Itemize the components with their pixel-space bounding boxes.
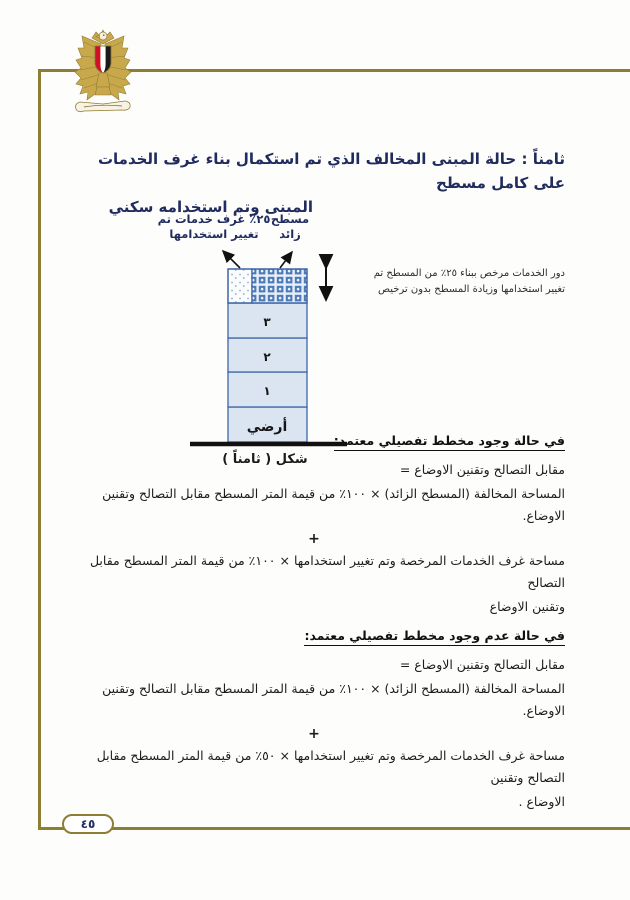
section-b-line-2: المساحة المخالفة (المسطح الزائد) × ١٠٠٪ من قيمة المتر المسطح مقابل التصالح وتقنين الاوضاع. bbox=[102, 681, 565, 718]
egypt-eagle-emblem-icon bbox=[70, 28, 136, 122]
floor-label-3: ٣ bbox=[263, 315, 271, 329]
figure-side-note bbox=[374, 266, 565, 298]
page-number-badge bbox=[62, 814, 114, 834]
figure-label-service-rooms bbox=[155, 212, 273, 242]
plus-operator: + bbox=[308, 726, 320, 742]
body-text bbox=[63, 433, 565, 815]
title-line-1: ثامناً : حالة المبنى المخالف الذي تم استكمال بناء غرف الخدمات على كامل مسطح bbox=[97, 150, 565, 192]
section-b-heading: في حالة عدم وجود مخطط تفصيلي معتمد: bbox=[304, 628, 565, 646]
label-service-line-1: ٢٥٪ غرف خدمات تم bbox=[157, 212, 271, 226]
frame-bottom-border bbox=[38, 827, 630, 830]
label-service-line-2: تغيير استخدامها bbox=[169, 227, 259, 241]
figure-caption: شكل ( ثامناً ) bbox=[222, 452, 308, 467]
section-a-line-1: مقابل التصالح وتقنين الاوضاع = bbox=[399, 462, 565, 477]
section-a-line-2: المساحة المخالفة (المسطح الزائد) × ١٠٠٪ من قيمة المتر المسطح مقابل التصالح وتقنين الاوضاع. bbox=[102, 486, 565, 523]
plus-operator: + bbox=[308, 531, 320, 547]
arrow-to-service-label bbox=[223, 251, 240, 268]
frame-left-border bbox=[38, 69, 41, 830]
section-b-line-1: مقابل التصالح وتقنين الاوضاع = bbox=[399, 657, 565, 672]
label-excess-line-2: زائد bbox=[279, 227, 301, 241]
side-note-line-1: دور الخدمات مرخص ببناء ٢٥٪ من المسطح تم bbox=[373, 268, 565, 279]
arrow-to-excess-label bbox=[280, 252, 292, 268]
section-a-line-4: وتقنين الاوضاع bbox=[489, 599, 565, 614]
floor-label-2: ٢ bbox=[263, 350, 271, 364]
section-title bbox=[65, 147, 565, 219]
section-a-heading: في حالة وجود مخطط تفصيلي معتمد: bbox=[334, 433, 565, 451]
section-with-detailed-plan bbox=[63, 433, 565, 618]
section-a-line-3: مساحة غرف الخدمات المرخصة وتم تغيير استخدامها × ١٠٠٪ من قيمة المتر المسطح مقابل التصالح bbox=[89, 553, 565, 590]
title-line-2: المبنى وتم استخدامه سكني bbox=[108, 198, 313, 216]
side-note-line-2: تغيير استخدامها وزيادة المسطح بدون ترخيص bbox=[377, 284, 565, 295]
section-b-line-3: مساحة غرف الخدمات المرخصة وتم تغيير استخدامها × ٥٠٪ من قيمة المتر المسطح مقابل التصالح وتقنين bbox=[96, 748, 565, 785]
section-b-line-4: الاوضاع . bbox=[518, 794, 565, 809]
page-number: ٤٥ bbox=[80, 817, 96, 831]
figure-label-excess-area bbox=[263, 212, 317, 242]
floor-label-1: ١ bbox=[263, 384, 271, 398]
label-excess-line-1: مسطح bbox=[270, 212, 310, 226]
section-without-detailed-plan bbox=[63, 628, 565, 813]
floor-label-ground: أرضي bbox=[246, 419, 288, 435]
